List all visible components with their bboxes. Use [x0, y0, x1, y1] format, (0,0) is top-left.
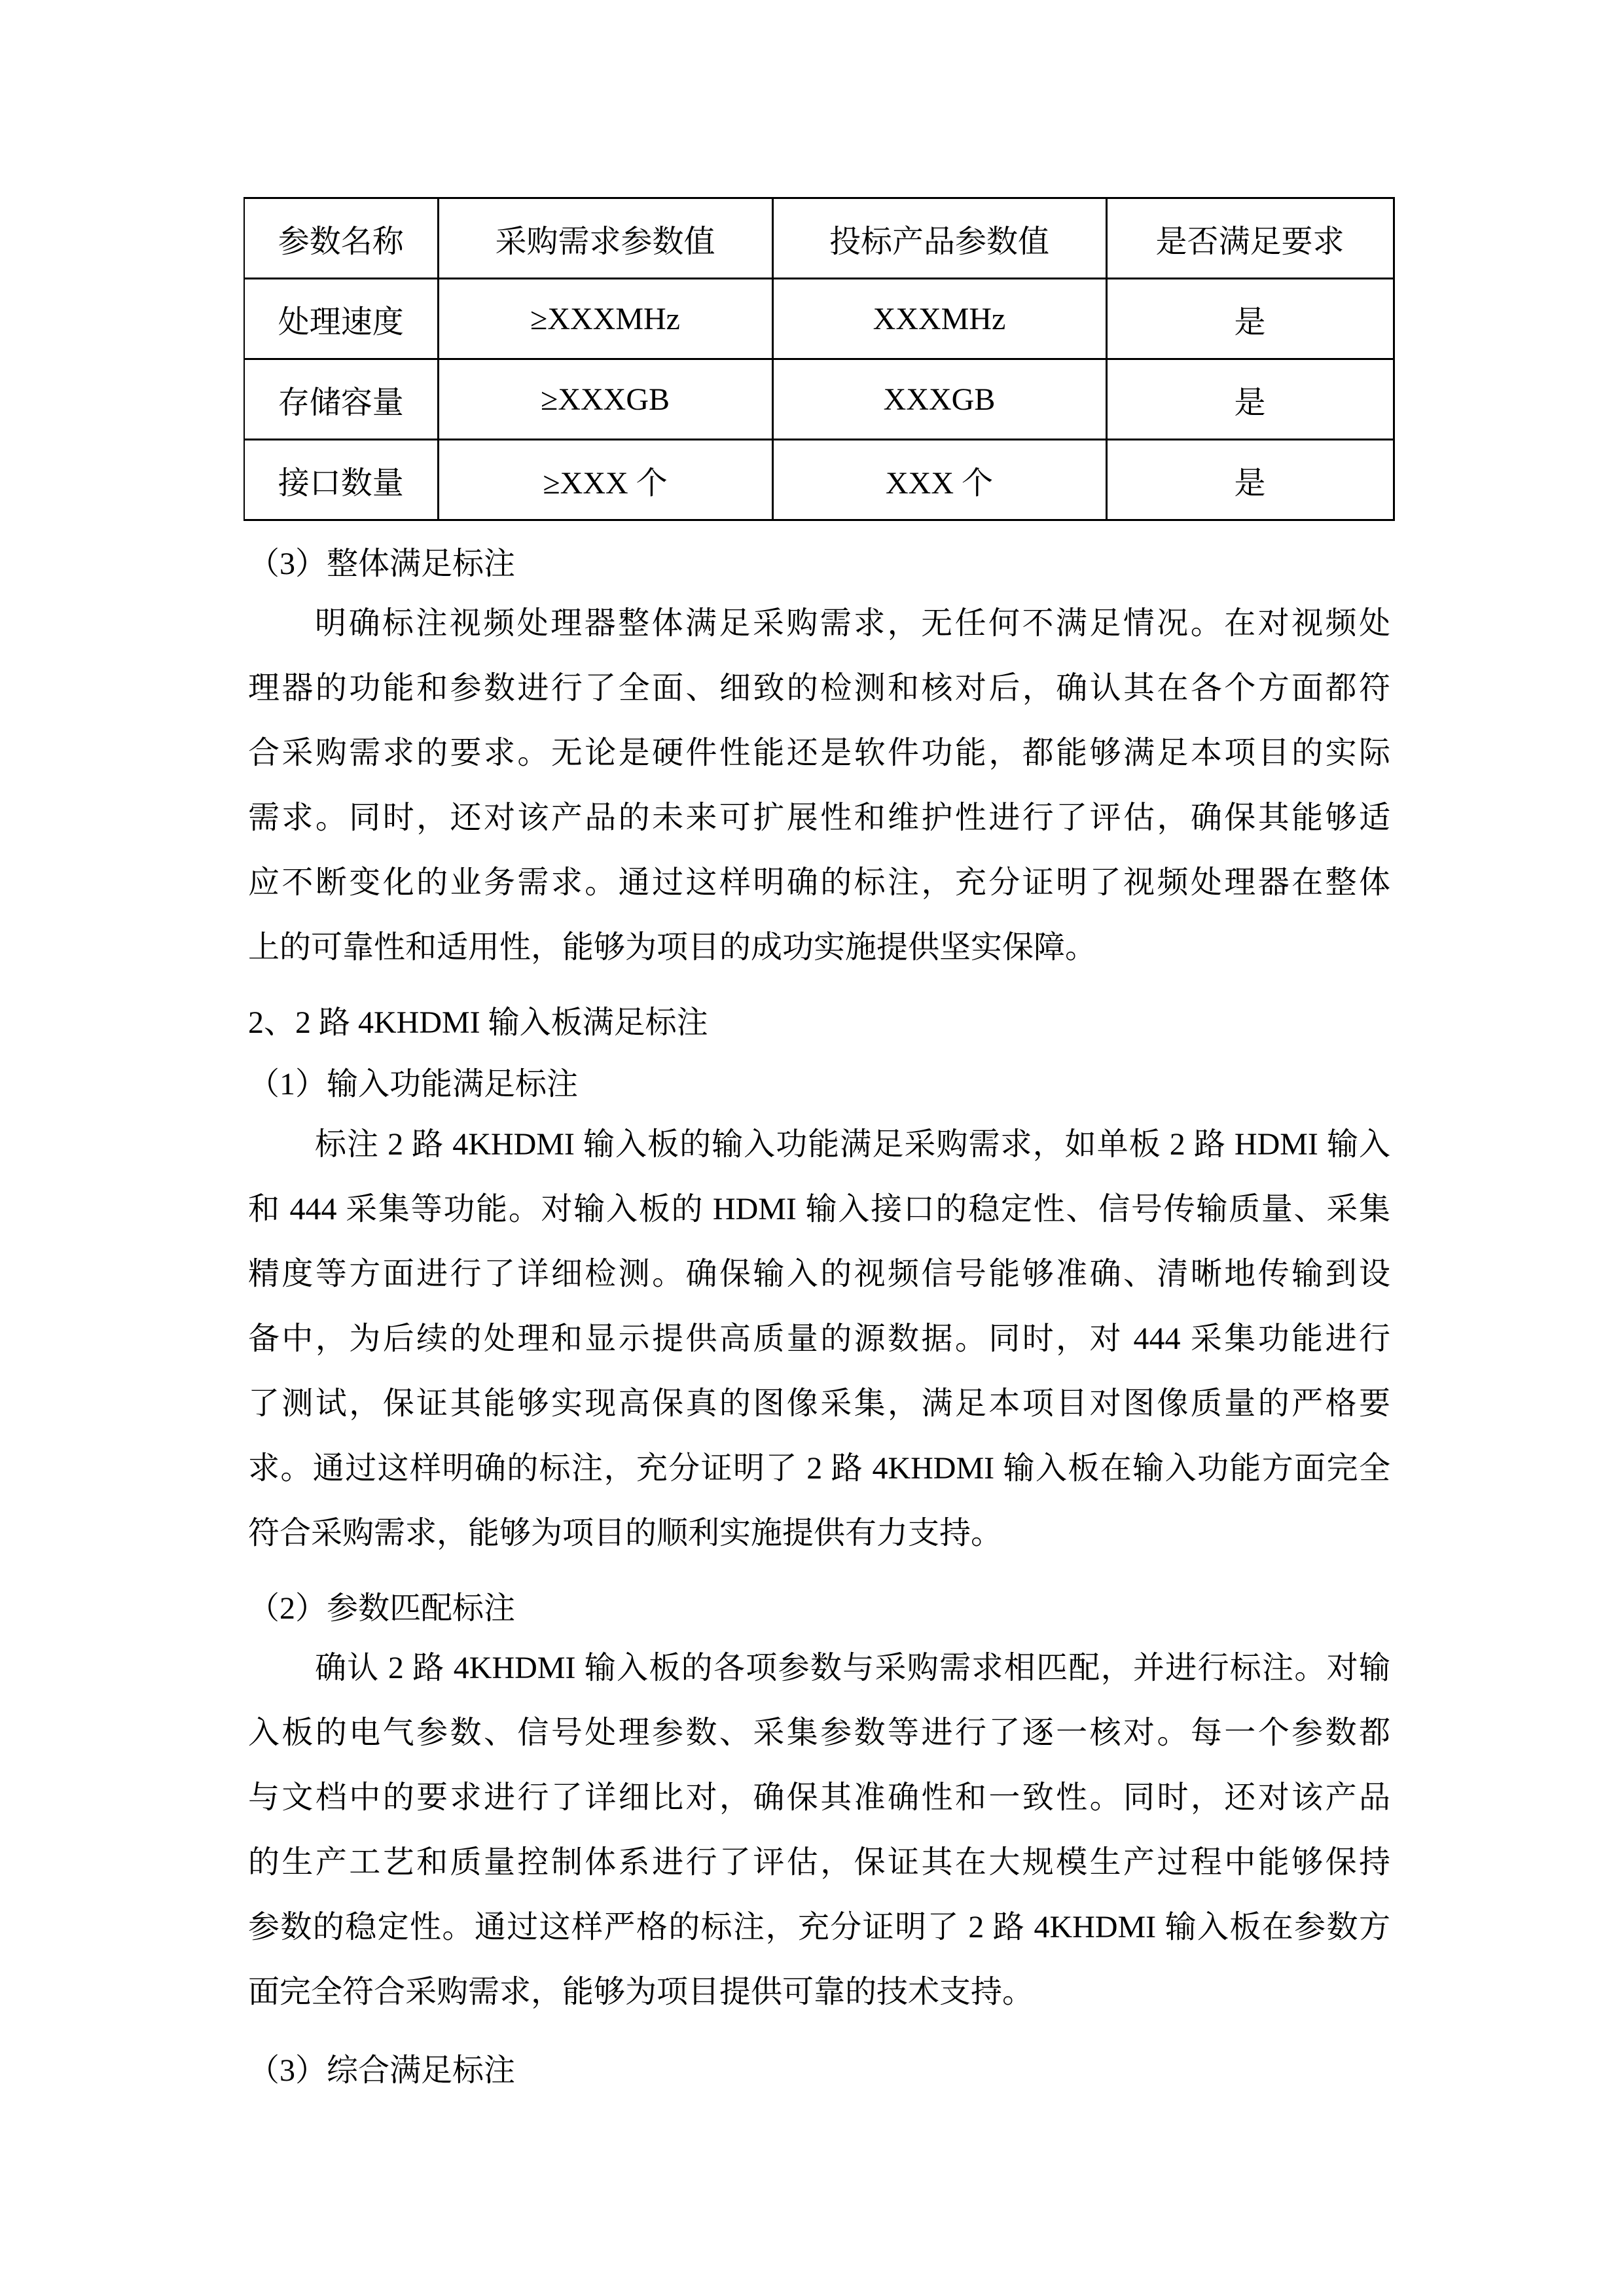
- parameter-comparison-table: [244, 197, 1395, 521]
- header-cell: 采购需求参数值: [438, 198, 772, 279]
- paragraph: [248, 591, 1390, 980]
- paragraph-line: 上的可靠性和适用性，能够为项目的成功实施提供坚实保障。: [248, 930, 1097, 965]
- table-cell: 是: [1106, 440, 1394, 520]
- paragraph-line: 标注 2 路 4KHDMI 输入板的输入功能满足采购需求，如单板 2 路 HDMI 输入: [315, 1127, 1390, 1162]
- table-row: [244, 440, 1394, 520]
- table-cell: 存储容量: [244, 359, 438, 440]
- paragraph-line: 合采购需求的要求。无论是硬件性能还是软件功能，都能够满足本项目的实际: [248, 736, 1390, 770]
- paragraph-line: 备中，为后续的处理和显示提供高质量的源数据。同时，对 444 采集功能进行: [248, 1321, 1390, 1356]
- header-cell: 是否满足要求: [1106, 198, 1394, 279]
- paragraph-line: 和 444 采集等功能。对输入板的 HDMI 输入接口的稳定性、信号传输质量、采集: [248, 1192, 1390, 1227]
- table-cell: ≥XXX 个: [438, 440, 772, 520]
- paragraph-line: 入板的电气参数、信号处理参数、采集参数等进行了逐一核对。每一个参数都: [248, 1715, 1390, 1750]
- header-cell: 参数名称: [244, 198, 438, 279]
- paragraph-line: 确认 2 路 4KHDMI 输入板的各项参数与采购需求相匹配，并进行标注。对输: [315, 1651, 1390, 1685]
- paragraph-line: 的生产工艺和质量控制体系进行了评估，保证其在大规模生产过程中能够保持: [248, 1845, 1390, 1880]
- paragraph: [248, 1636, 1390, 2024]
- table-cell: ≥XXXGB: [438, 359, 772, 440]
- table-cell: 是: [1106, 359, 1394, 440]
- section-heading: （3）整体满足标注: [248, 547, 516, 581]
- paragraph-line: 需求。同时，还对该产品的未来可扩展性和维护性进行了评估，确保其能够适: [248, 800, 1390, 835]
- paragraph-line: 面完全符合采购需求，能够为项目提供可靠的技术支持。: [248, 1975, 1034, 2009]
- paragraph-line: 了测试，保证其能够实现高保真的图像采集，满足本项目对图像质量的严格要: [248, 1386, 1390, 1421]
- paragraph-line: 理器的功能和参数进行了全面、细致的检测和核对后，确认其在各个方面都符: [248, 671, 1390, 706]
- table-row: [244, 279, 1394, 359]
- paragraph-line: 求。通过这样明确的标注，充分证明了 2 路 4KHDMI 输入板在输入功能方面完全: [248, 1451, 1390, 1486]
- table-cell: ≥XXXMHz: [438, 279, 772, 359]
- table-header-row: [244, 198, 1394, 279]
- table-cell: XXX 个: [772, 440, 1106, 520]
- table-cell: 处理速度: [244, 279, 438, 359]
- table-row: [244, 359, 1394, 440]
- paragraph-line: 应不断变化的业务需求。通过这样明确的标注，充分证明了视频处理器在整体: [248, 865, 1390, 900]
- paragraph-line: 明确标注视频处理器整体满足采购需求，无任何不满足情况。在对视频处: [315, 606, 1390, 641]
- paragraph-line: 符合采购需求，能够为项目的顺利实施提供有力支持。: [248, 1516, 1003, 1551]
- table-cell: 接口数量: [244, 440, 438, 520]
- paragraph-line: 精度等方面进行了详细检测。确保输入的视频信号能够准确、清晰地传输到设: [248, 1257, 1390, 1291]
- section-heading: （1）输入功能满足标注: [248, 1067, 579, 1102]
- table-cell: XXXMHz: [772, 279, 1106, 359]
- paragraph: [248, 1112, 1390, 1566]
- section-heading: （3）综合满足标注: [248, 2053, 516, 2088]
- header-cell: 投标产品参数值: [772, 198, 1106, 279]
- table-cell: 是: [1106, 279, 1394, 359]
- table-cell: XXXGB: [772, 359, 1106, 440]
- section-heading: 2、2 路 4KHDMI 输入板满足标注: [248, 1005, 708, 1040]
- section-heading: （2）参数匹配标注: [248, 1591, 516, 1626]
- paragraph-line: 参数的稳定性。通过这样严格的标注，充分证明了 2 路 4KHDMI 输入板在参数方: [248, 1910, 1390, 1945]
- paragraph-line: 与文档中的要求进行了详细比对，确保其准确性和一致性。同时，还对该产品: [248, 1780, 1390, 1815]
